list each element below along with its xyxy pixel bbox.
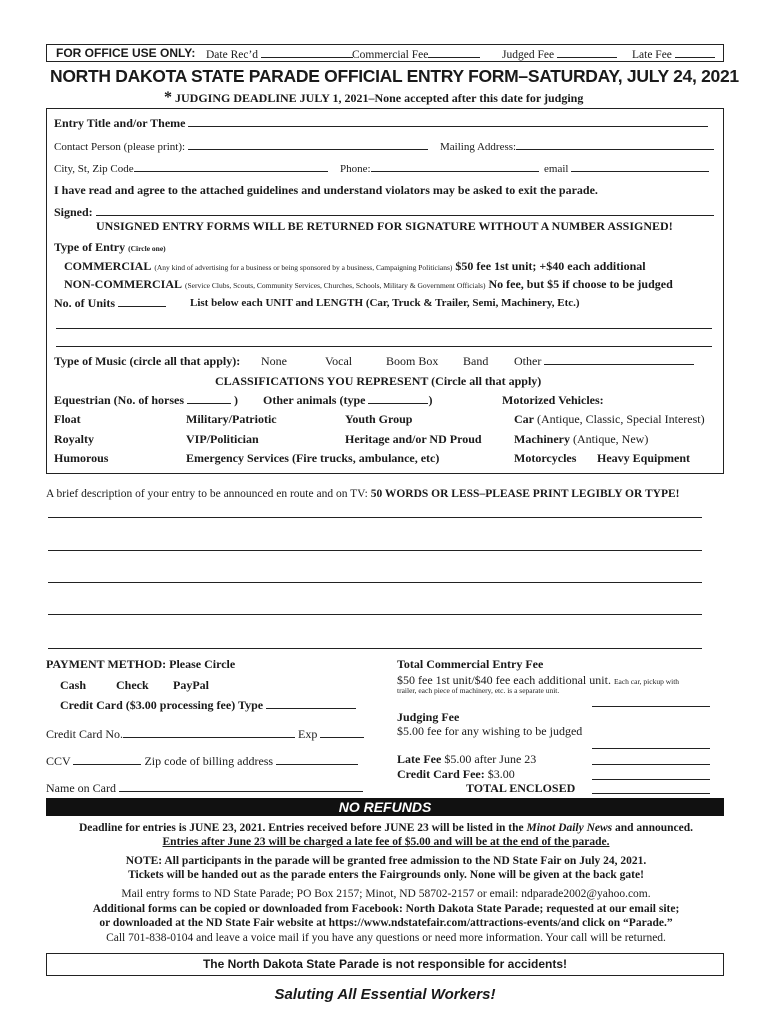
email-field[interactable]: [571, 161, 709, 172]
judging-fee-heading: Judging Fee: [397, 710, 460, 724]
music-other-field[interactable]: [544, 354, 694, 365]
description-instructions: 50 WORDS OR LESS–PLEASE PRINT LEGIBLY OR TYPE!: [370, 488, 680, 500]
saluting-tagline: Saluting All Essential Workers!: [274, 986, 496, 1003]
ccv-field[interactable]: [73, 754, 141, 765]
entry-title-field[interactable]: [188, 116, 708, 127]
noncommercial-fee-text: No fee, but $5 if choose to be judged: [488, 277, 673, 291]
late-entries-text: Entries after June 23 will be charged a late fee of $5.00 and will be at the end of the parade.: [162, 836, 610, 848]
date-recd-field[interactable]: [261, 47, 353, 58]
email-label: email: [544, 163, 569, 175]
units-list-instructions: List below each UNIT and LENGTH (Car, Truck & Trailer, Semi, Machinery, Etc.): [190, 297, 580, 309]
judging-fee-line: $5.00 fee for any wishing to be judged: [397, 724, 583, 738]
description-line-2[interactable]: [48, 550, 702, 551]
cc-fee-total-field[interactable]: [592, 779, 710, 780]
description-line-3[interactable]: [48, 582, 702, 583]
name-on-card-label: Name on Card: [46, 781, 116, 795]
total-commercial-heading: Total Commercial Entry Fee: [397, 657, 544, 671]
commercial-unit-note-2: trailer, each piece of machinery, etc. is a separate unit.: [397, 686, 560, 695]
military-option[interactable]: Military/Patriotic: [186, 412, 277, 426]
card-number-label: Credit Card No.: [46, 727, 123, 741]
city-st-zip-label: City, St, Zip Code: [54, 163, 134, 175]
commercial-fee-label: Commercial Fee: [352, 49, 429, 61]
deadline-star: *: [164, 89, 172, 106]
heavy-equipment-option[interactable]: Heavy Equipment: [597, 451, 691, 465]
music-option-none[interactable]: None: [261, 354, 287, 368]
late-fee-label: Late Fee: [632, 49, 672, 61]
total-enclosed-label: TOTAL ENCLOSED: [466, 781, 576, 795]
judged-fee-label: Judged Fee: [502, 49, 555, 61]
judged-fee-field[interactable]: [557, 47, 617, 58]
youth-group-option[interactable]: Youth Group: [345, 412, 413, 426]
commercial-fee-field[interactable]: [428, 47, 480, 58]
billing-zip-label: Zip code of billing address: [144, 754, 274, 768]
mailing-address-field[interactable]: [516, 139, 714, 150]
signed-label: Signed:: [54, 205, 93, 219]
payment-cash[interactable]: Cash: [60, 678, 87, 692]
float-option[interactable]: Float: [54, 412, 81, 426]
deadline-text-b: and announced.: [615, 822, 693, 834]
total-enclosed-field[interactable]: [592, 793, 710, 794]
music-label: Type of Music (circle all that apply):: [54, 354, 241, 368]
date-recd-label: Date Rec’d: [206, 49, 259, 61]
equestrian-option[interactable]: Equestrian (No. of horses: [54, 393, 185, 407]
late-fee-total-field[interactable]: [592, 764, 710, 765]
other-animals-type-field[interactable]: [368, 393, 428, 404]
other-animals-close-paren: ): [428, 393, 433, 407]
unit-list-line-1[interactable]: [56, 328, 712, 329]
noncommercial-option[interactable]: NON-COMMERCIAL: [64, 277, 182, 291]
deadline-text-a: Deadline for entries is JUNE 23, 2021. Entries received before JUNE 23 will be listed in the: [79, 822, 524, 834]
payment-paypal[interactable]: PayPal: [173, 678, 209, 692]
payment-check[interactable]: Check: [116, 678, 149, 692]
description-label: A brief description of your entry to be announced en route and on TV:: [46, 488, 368, 500]
accidents-box: [46, 953, 724, 976]
units-field[interactable]: [118, 296, 166, 307]
music-option-other[interactable]: Other: [514, 354, 542, 368]
description-line-4[interactable]: [48, 614, 702, 615]
ccv-label: CCV: [46, 754, 71, 768]
motorcycles-option[interactable]: Motorcycles: [514, 451, 577, 465]
description-line-1[interactable]: [48, 517, 702, 518]
royalty-option[interactable]: Royalty: [54, 432, 94, 446]
other-animals-option[interactable]: Other animals (type: [263, 393, 366, 407]
additional-forms-2: or downloaded at the ND State Fair website at https://www.ndstatefair.com/attractions-events/and click on “Parade.”: [99, 917, 673, 929]
office-use-label: FOR OFFICE USE ONLY:: [56, 46, 196, 60]
units-label: No. of Units: [54, 296, 116, 310]
machinery-option[interactable]: Machinery: [514, 432, 570, 446]
unit-list-line-2[interactable]: [56, 346, 712, 347]
late-fee-field[interactable]: [675, 47, 715, 58]
car-option[interactable]: Car: [514, 412, 534, 426]
late-fee-total-label: Late Fee: [397, 752, 442, 766]
call-instructions: Call 701-838-0104 and leave a voice mail if you have any questions or need more information. Your call will be returned.: [106, 932, 666, 944]
music-option-band[interactable]: Band: [463, 354, 489, 368]
signature-field[interactable]: [96, 205, 714, 216]
billing-zip-field[interactable]: [276, 754, 358, 765]
agreement-text: I have read and agree to the attached guidelines and understand violators may be asked to exit the parade.: [54, 183, 598, 197]
circle-one-note: (Circle one): [128, 244, 166, 253]
equestrian-close-paren: ): [234, 393, 239, 407]
heritage-option[interactable]: Heritage and/or ND Proud: [345, 432, 482, 446]
contact-person-label: Contact Person (please print):: [54, 141, 186, 153]
city-st-zip-field[interactable]: [134, 161, 328, 172]
additional-forms-1: Additional forms can be copied or downloaded from Facebook: North Dakota State Parade; requested at our email site;: [92, 903, 680, 915]
note-line-1: NOTE: All participants in the parade will be granted free admission to the ND State Fair on July 24, 2021.: [125, 855, 647, 867]
horses-count-field[interactable]: [187, 393, 231, 404]
mail-instructions: Mail entry forms to ND State Parade; PO Box 2157; Minot, ND 58702-2157 or email: ndparade2002@yahoo.com.: [121, 888, 651, 900]
card-number-field[interactable]: [123, 727, 295, 738]
late-fee-total-text: $5.00 after June 23: [444, 752, 537, 766]
card-type-field[interactable]: [266, 698, 356, 709]
note-line-2: Tickets will be handed out as the parade enters the Fairgrounds only. None will be given at the back gate!: [128, 869, 644, 881]
payment-heading: PAYMENT METHOD: Please Circle: [46, 657, 236, 671]
car-note: (Antique, Classic, Special Interest): [537, 412, 705, 426]
noncommercial-note: (Service Clubs, Scouts, Community Services, Churches, Schools, Military & Government Officials): [185, 281, 486, 290]
accidents-disclaimer: The North Dakota State Parade is not responsible for accidents!: [202, 957, 568, 971]
humorous-option[interactable]: Humorous: [54, 451, 109, 465]
commercial-total-field[interactable]: [592, 706, 710, 707]
commercial-fee-text: $50 fee 1st unit; +$40 each additional: [455, 259, 646, 273]
exp-field[interactable]: [320, 727, 364, 738]
page-title: NORTH DAKOTA STATE PARADE OFFICIAL ENTRY FORM–SATURDAY, JULY 24, 2021: [50, 66, 739, 86]
machinery-note: (Antique, New): [573, 432, 649, 446]
type-of-entry-label: Type of Entry: [54, 240, 126, 254]
judging-fee-total-field[interactable]: [592, 748, 710, 749]
phone-label: Phone:: [340, 163, 371, 175]
commercial-option[interactable]: COMMERCIAL: [64, 259, 152, 273]
commercial-note: (Any kind of advertising for a business or being sponsored by a business, Campaigning Politicians): [154, 263, 453, 272]
exp-label: Exp: [298, 727, 318, 741]
no-refunds-bar: [46, 798, 724, 816]
commercial-fee-line: $50 fee 1st unit/$40 fee each additional unit.: [397, 673, 611, 687]
minot-daily-news: Minot Daily News: [526, 822, 613, 834]
contact-person-field[interactable]: [188, 139, 428, 150]
phone-field[interactable]: [371, 161, 539, 172]
judging-deadline: JUDGING DEADLINE JULY 1, 2021–None accepted after this date for judging: [175, 91, 584, 105]
entry-title-label: Entry Title and/or Theme: [54, 116, 186, 130]
emergency-option[interactable]: Emergency Services (Fire trucks, ambulance, etc): [186, 451, 440, 465]
music-option-vocal[interactable]: Vocal: [325, 354, 353, 368]
cc-fee-total-text: $3.00: [487, 767, 515, 781]
name-on-card-field[interactable]: [119, 781, 363, 792]
commercial-unit-note-1: Each car, pickup with: [613, 677, 680, 686]
cc-fee-total-label: Credit Card Fee:: [397, 767, 485, 781]
vip-option[interactable]: VIP/Politician: [186, 432, 259, 446]
motorized-heading: Motorized Vehicles:: [502, 393, 604, 407]
classifications-heading: CLASSIFICATIONS YOU REPRESENT (Circle all that apply): [215, 374, 542, 388]
music-option-boom-box[interactable]: Boom Box: [386, 354, 439, 368]
unsigned-warning: UNSIGNED ENTRY FORMS WILL BE RETURNED FOR SIGNATURE WITHOUT A NUMBER ASSIGNED!: [96, 219, 673, 233]
description-line-5[interactable]: [48, 648, 702, 649]
mailing-address-label: Mailing Address:: [440, 141, 517, 153]
no-refunds-text: NO REFUNDS: [338, 799, 432, 815]
credit-card-fee-label[interactable]: Credit Card ($3.00 processing fee) Type: [60, 698, 264, 712]
